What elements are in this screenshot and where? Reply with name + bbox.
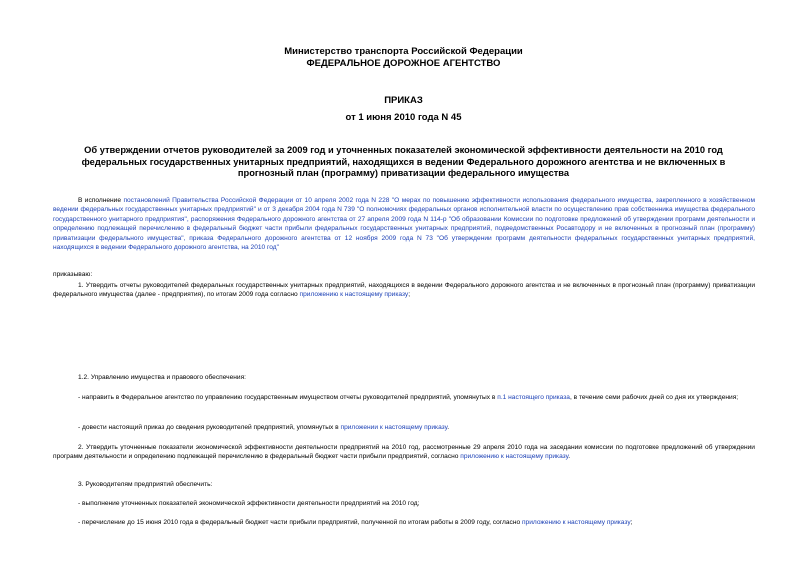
item-1-appendix-link[interactable]: приложению к настоящему приказу — [299, 291, 409, 299]
exec-paragraph: - выполнение уточненных показателей экономической эффективности деятельности предприятий на 2010 год; — [78, 500, 420, 507]
item-1-suffix: ; — [408, 291, 411, 299]
item-2-appendix-link[interactable]: приложению к настоящему приказу — [460, 453, 569, 461]
item-1-2-paragraph: 1.2. Управлению имущества и правового обеспечения: — [78, 374, 246, 381]
bring-text: - довести настоящий приказ до сведения руководителей предприятий, упомянутых в — [78, 424, 341, 431]
basis-prefix: В исполнение — [78, 197, 124, 204]
bring-suffix: . — [447, 424, 450, 431]
item-2-paragraph — [53, 443, 755, 462]
item-1-paragraph — [53, 281, 755, 300]
send-clause-link[interactable]: п.1 настоящего приказа — [497, 394, 570, 401]
doc-subject: Об утверждении отчетов руководителей за 2009 год и уточненных показателей экономической эффективности деятельности на 2010 год федеральных государственных унитарных предприятий, находящихся в ведении Федерального дорожного агентства и не включенных в прогнозный план (программу) приватизации федерального имущества — [81, 145, 726, 178]
send-paragraph — [53, 393, 755, 402]
ministry-name: Министерство транспорта Российской Федерации — [284, 46, 523, 57]
item-2-text: 2. Утвердить уточненные показатели экономической эффективности деятельности предприятий на 2010 год, рассмотренные 29 апреля 2010 года на заседании комиссии по подготовке предложений об утверждении программ деятельности и определению подлежащей перечислению в федеральный бюджет части прибыли предприятий, согласно — [53, 444, 755, 461]
transfer-text: - перечисление до 15 июня 2010 года в федеральный бюджет части прибыли предприятий, полученной по итогам работы в 2009 году, согласно — [78, 519, 522, 526]
item-1-text: 1. Утвердить отчеты руководителей федеральных государственных унитарных предприятий, находящихся в ведении Федерального дорожного агентства и не включенных в прогнозный план (программу) приватизации федерального имущества (далее - предприятия), по итогам 2009 года согласно — [53, 282, 755, 299]
item-2-suffix: . — [568, 453, 571, 461]
basis-link[interactable]: постановлений Правительства Российской Федерации от 10 апреля 2002 года N 228 "О мерах по повышению эффективности использования федерального имущества, закрепленного в хозяйственном ведении федеральных государственных унитарных предприятий" и от 3 декабря 2004 года N 739 "О полномочиях федеральных органов исполнительной власти по осуществлению прав собственника имущества федерального государственного унитарного предприятия", распоряжения Федерального дорожного агентства от 27 апреля 2009 года N 114-р "Об образовании Комиссии по подготовке предложений об утверждении программ деятельности и определению подлежащей перечислению в федеральный бюджет части прибыли федеральных государственных унитарных предприятий, подведомственных Росавтодору и не включенных в прогнозный план (программу) приватизации федерального имущества", приказа Федерального дорожного агентства от 12 ноября 2009 года N 73 "Об утверждении программ деятельности федеральных государственных унитарных предприятий, находящихся в ведении Федерального дорожного агентства, на 2010 год" — [53, 197, 755, 252]
order-word: приказываю: — [53, 271, 93, 278]
item-3-paragraph: 3. Руководителям предприятий обеспечить: — [78, 481, 213, 488]
doc-type: ПРИКАЗ — [384, 95, 423, 106]
bring-paragraph — [53, 423, 755, 432]
agency-name: ФЕДЕРАЛЬНОЕ ДОРОЖНОЕ АГЕНТСТВО — [306, 58, 501, 69]
doc-date-number: от 1 июня 2010 года N 45 — [345, 112, 462, 123]
document-header — [0, 46, 807, 70]
send-text: - направить в Федеральное агентство по управлению государственным имуществом отчеты руководителей предприятий, упомянутых в — [78, 394, 498, 401]
basis-paragraph — [53, 196, 755, 252]
transfer-appendix-link[interactable]: приложению к настоящему приказу — [521, 519, 631, 526]
bring-appendix-link[interactable]: приложении к настоящему приказу — [340, 424, 448, 431]
transfer-suffix: ; — [630, 519, 633, 526]
transfer-paragraph — [53, 518, 755, 527]
send-suffix: , в течение семи рабочих дней со дня их утверждения; — [569, 394, 739, 401]
